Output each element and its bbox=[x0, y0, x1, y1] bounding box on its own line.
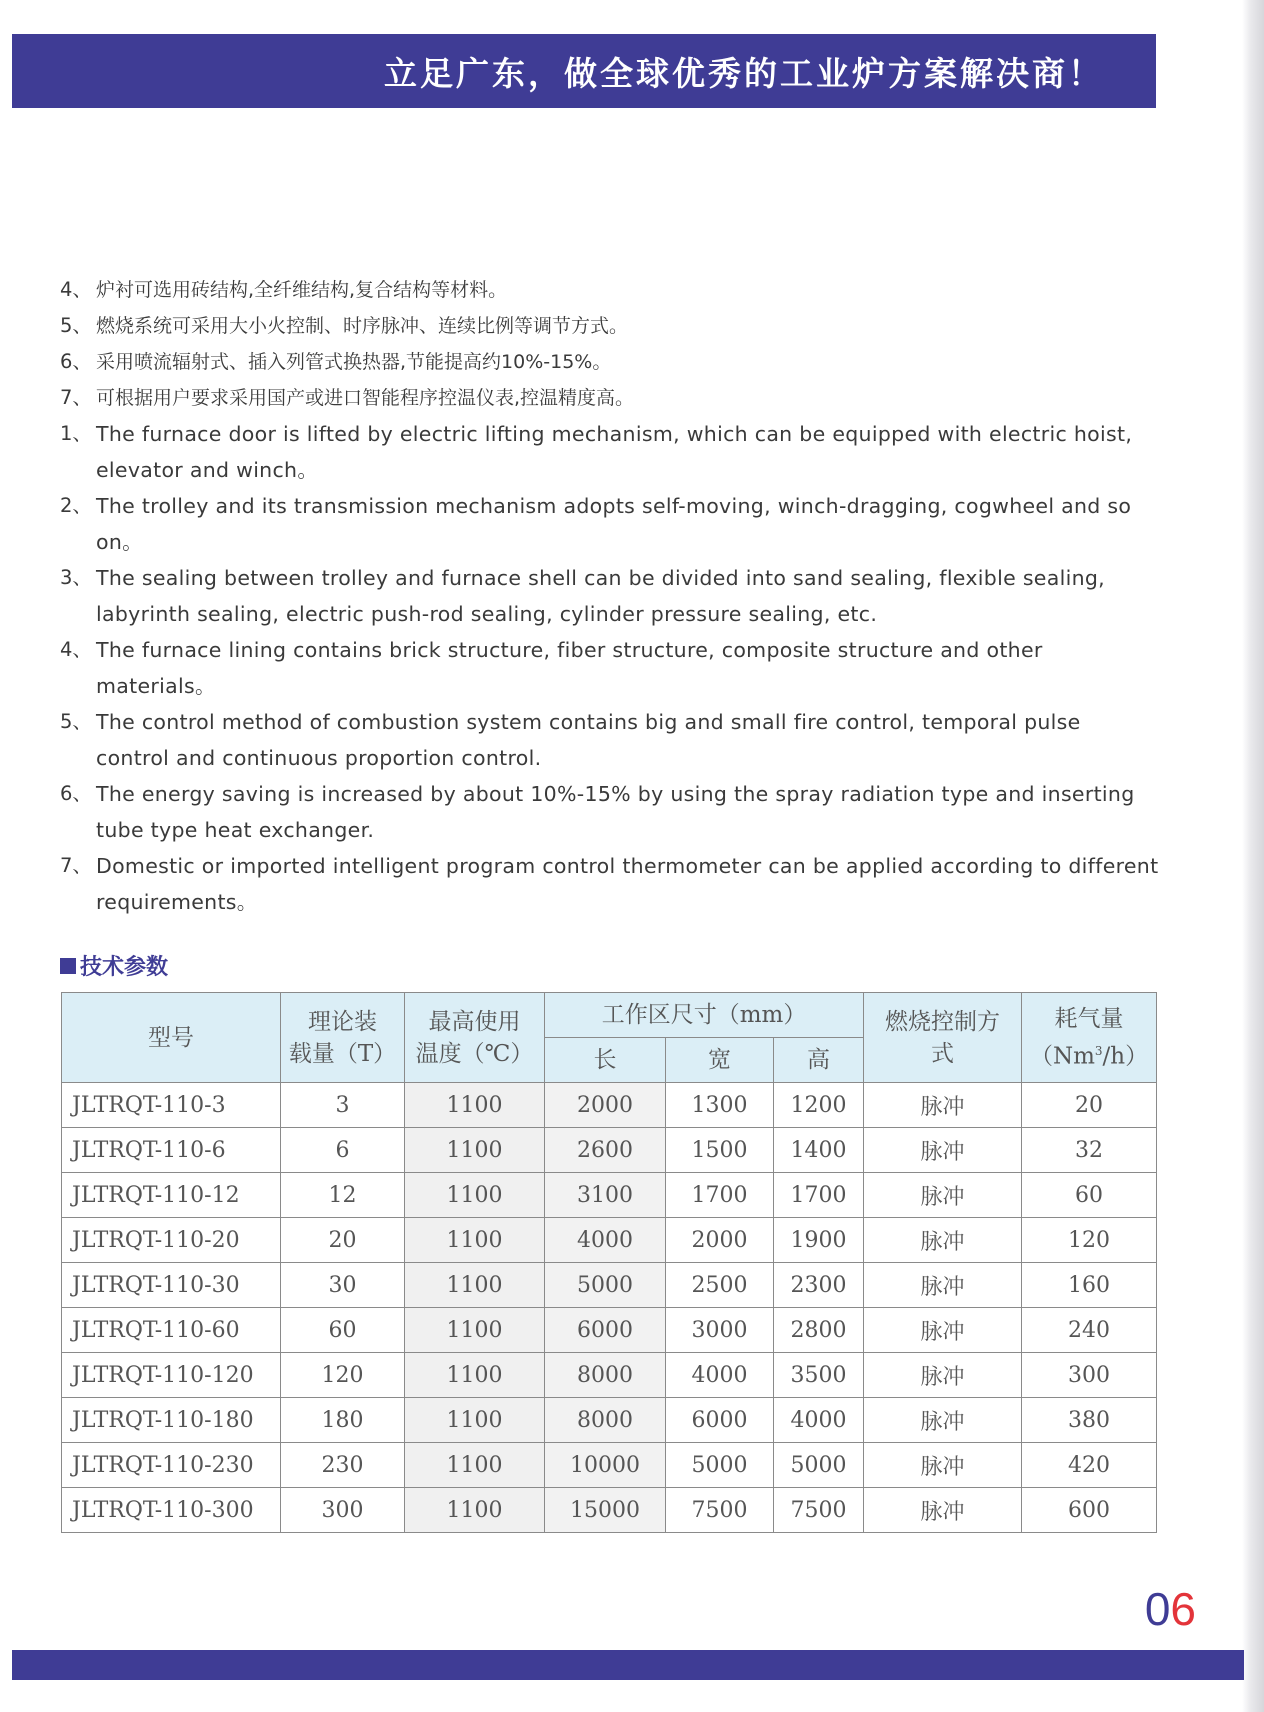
cell-load: 12 bbox=[281, 1173, 405, 1218]
feature-zh-item bbox=[60, 344, 1160, 380]
header-load-line2: 载量（T） bbox=[288, 1040, 397, 1067]
cell-control: 脉冲 bbox=[864, 1398, 1022, 1443]
table-row bbox=[62, 1398, 1157, 1443]
cell-width: 5000 bbox=[666, 1443, 774, 1488]
feature-en-item bbox=[60, 704, 1160, 776]
section-title-text: 技术参数 bbox=[80, 955, 169, 980]
header-length: 长 bbox=[545, 1038, 666, 1083]
cell-width: 6000 bbox=[666, 1398, 774, 1443]
page-edge-shadow bbox=[1242, 0, 1264, 1712]
cell-control: 脉冲 bbox=[864, 1488, 1022, 1533]
cell-temp: 1100 bbox=[405, 1263, 545, 1308]
cell-gas: 32 bbox=[1022, 1128, 1157, 1173]
cell-model: JLTRQT-110-300 bbox=[62, 1488, 281, 1533]
cell-control: 脉冲 bbox=[864, 1263, 1022, 1308]
cell-gas: 380 bbox=[1022, 1398, 1157, 1443]
feature-text: 采用喷流辐射式、插入列管式换热器,节能提高约10%-15%。 bbox=[96, 351, 612, 373]
cell-load: 230 bbox=[281, 1443, 405, 1488]
header-gas bbox=[1022, 993, 1157, 1083]
table-row bbox=[62, 1218, 1157, 1263]
cell-model: JLTRQT-110-3 bbox=[62, 1083, 281, 1128]
feature-number: 7、 bbox=[60, 854, 92, 877]
header-gas-unit-sup: 3 bbox=[1094, 1043, 1103, 1058]
cell-length: 15000 bbox=[545, 1488, 666, 1533]
feature-text: The sealing between trolley and furnace shell can be divided into sand sealing, flexible sealing, labyrinth sealing, electric push-rod sealing, cylinder pressure sealing, etc. bbox=[96, 566, 1105, 626]
cell-width: 2500 bbox=[666, 1263, 774, 1308]
cell-load: 60 bbox=[281, 1308, 405, 1353]
cell-length: 5000 bbox=[545, 1263, 666, 1308]
cell-model: JLTRQT-110-230 bbox=[62, 1443, 281, 1488]
header-temp-line2: 温度（℃） bbox=[415, 1040, 534, 1067]
cell-height: 2800 bbox=[774, 1308, 864, 1353]
cell-length: 10000 bbox=[545, 1443, 666, 1488]
header-load bbox=[281, 993, 405, 1083]
cell-height: 1900 bbox=[774, 1218, 864, 1263]
cell-control: 脉冲 bbox=[864, 1308, 1022, 1353]
header-model: 型号 bbox=[62, 993, 281, 1083]
spec-table bbox=[61, 992, 1157, 1533]
header-gas-unit bbox=[1022, 1035, 1156, 1073]
cell-length: 4000 bbox=[545, 1218, 666, 1263]
feature-zh-item bbox=[60, 272, 1160, 308]
cell-load: 180 bbox=[281, 1398, 405, 1443]
cell-model: JLTRQT-110-120 bbox=[62, 1353, 281, 1398]
feature-en-item bbox=[60, 776, 1160, 848]
cell-height: 1400 bbox=[774, 1128, 864, 1173]
header-control bbox=[864, 993, 1022, 1083]
feature-number: 4、 bbox=[60, 278, 92, 301]
cell-length: 8000 bbox=[545, 1398, 666, 1443]
cell-control: 脉冲 bbox=[864, 1173, 1022, 1218]
cell-control: 脉冲 bbox=[864, 1353, 1022, 1398]
cell-load: 300 bbox=[281, 1488, 405, 1533]
cell-gas: 120 bbox=[1022, 1218, 1157, 1263]
feature-text: The trolley and its transmission mechanism adopts self-moving, winch-dragging, cogwheel and so on。 bbox=[96, 494, 1132, 554]
cell-length: 2000 bbox=[545, 1083, 666, 1128]
header-control-line2: 式 bbox=[931, 1040, 955, 1067]
cell-height: 2300 bbox=[774, 1263, 864, 1308]
cell-gas: 60 bbox=[1022, 1173, 1157, 1218]
footer-bar bbox=[12, 1650, 1244, 1680]
cell-gas: 420 bbox=[1022, 1443, 1157, 1488]
cell-gas: 600 bbox=[1022, 1488, 1157, 1533]
header-gas-unit-suffix: /h） bbox=[1102, 1043, 1149, 1070]
header-work-zone: 工作区尺寸（mm） bbox=[545, 993, 864, 1038]
cell-height: 1700 bbox=[774, 1173, 864, 1218]
cell-length: 2600 bbox=[545, 1128, 666, 1173]
cell-load: 20 bbox=[281, 1218, 405, 1263]
cell-height: 5000 bbox=[774, 1443, 864, 1488]
feature-text: The furnace lining contains brick structure, fiber structure, composite structure and other materials。 bbox=[96, 638, 1043, 698]
header-control-line1: 燃烧控制方 bbox=[885, 1008, 1001, 1035]
feature-text: The furnace door is lifted by electric lifting mechanism, which can be equipped with electric hoist, elevator and winch。 bbox=[96, 422, 1133, 482]
header-title: 立足广东，做全球优秀的工业炉方案解决商！ bbox=[384, 53, 1104, 93]
cell-control: 脉冲 bbox=[864, 1443, 1022, 1488]
page-number-digit-2: 6 bbox=[1170, 1583, 1196, 1635]
cell-temp: 1100 bbox=[405, 1128, 545, 1173]
header-width: 宽 bbox=[666, 1038, 774, 1083]
cell-width: 1500 bbox=[666, 1128, 774, 1173]
header-load-line1: 理论装 bbox=[308, 1008, 377, 1035]
table-row bbox=[62, 1128, 1157, 1173]
cell-temp: 1100 bbox=[405, 1353, 545, 1398]
feature-number: 1、 bbox=[60, 422, 92, 445]
cell-temp: 1100 bbox=[405, 1308, 545, 1353]
cell-temp: 1100 bbox=[405, 1173, 545, 1218]
feature-number: 5、 bbox=[60, 710, 92, 733]
cell-model: JLTRQT-110-60 bbox=[62, 1308, 281, 1353]
cell-gas: 20 bbox=[1022, 1083, 1157, 1128]
cell-model: JLTRQT-110-12 bbox=[62, 1173, 281, 1218]
cell-load: 6 bbox=[281, 1128, 405, 1173]
cell-model: JLTRQT-110-180 bbox=[62, 1398, 281, 1443]
cell-height: 1200 bbox=[774, 1083, 864, 1128]
cell-width: 2000 bbox=[666, 1218, 774, 1263]
feature-text: 燃烧系统可采用大小火控制、时序脉冲、连续比例等调节方式。 bbox=[96, 315, 629, 337]
square-bullet-icon bbox=[60, 958, 76, 974]
cell-temp: 1100 bbox=[405, 1083, 545, 1128]
cell-temp: 1100 bbox=[405, 1488, 545, 1533]
cell-load: 30 bbox=[281, 1263, 405, 1308]
cell-gas: 240 bbox=[1022, 1308, 1157, 1353]
cell-control: 脉冲 bbox=[864, 1083, 1022, 1128]
header-height: 高 bbox=[774, 1038, 864, 1083]
header-gas-unit-prefix: （Nm bbox=[1029, 1043, 1095, 1070]
feature-number: 3、 bbox=[60, 566, 92, 589]
feature-number: 7、 bbox=[60, 386, 92, 409]
cell-width: 1300 bbox=[666, 1083, 774, 1128]
feature-text: 炉衬可选用砖结构,全纤维结构,复合结构等材料。 bbox=[96, 279, 508, 301]
page-number bbox=[1145, 1582, 1196, 1636]
feature-text: The energy saving is increased by about 10%-15% by using the spray radiation type and inserting tube type heat exchanger. bbox=[96, 782, 1135, 842]
feature-en-item bbox=[60, 632, 1160, 704]
header-temp-line1: 最高使用 bbox=[428, 1008, 521, 1035]
cell-width: 3000 bbox=[666, 1308, 774, 1353]
feature-text: 可根据用户要求采用国产或进口智能程序控温仪表,控温精度高。 bbox=[96, 387, 635, 409]
table-row bbox=[62, 1083, 1157, 1128]
cell-model: JLTRQT-110-20 bbox=[62, 1218, 281, 1263]
feature-number: 5、 bbox=[60, 314, 92, 337]
cell-height: 7500 bbox=[774, 1488, 864, 1533]
cell-length: 3100 bbox=[545, 1173, 666, 1218]
table-header-row bbox=[62, 993, 1157, 1038]
cell-height: 4000 bbox=[774, 1398, 864, 1443]
cell-length: 6000 bbox=[545, 1308, 666, 1353]
feature-text: Domestic or imported intelligent program control thermometer can be applied according to different requirements。 bbox=[96, 854, 1159, 914]
feature-number: 4、 bbox=[60, 638, 92, 661]
header-temp bbox=[405, 993, 545, 1083]
cell-width: 7500 bbox=[666, 1488, 774, 1533]
feature-number: 6、 bbox=[60, 782, 92, 805]
cell-temp: 1100 bbox=[405, 1443, 545, 1488]
feature-en-item bbox=[60, 488, 1160, 560]
cell-load: 120 bbox=[281, 1353, 405, 1398]
section-title bbox=[60, 950, 168, 981]
cell-width: 1700 bbox=[666, 1173, 774, 1218]
feature-text: The control method of combustion system contains big and small fire control, temporal pulse control and continuous proportion control. bbox=[96, 710, 1081, 770]
cell-control: 脉冲 bbox=[864, 1128, 1022, 1173]
feature-zh-item bbox=[60, 380, 1160, 416]
feature-en-item bbox=[60, 416, 1160, 488]
cell-width: 4000 bbox=[666, 1353, 774, 1398]
table-row bbox=[62, 1353, 1157, 1398]
feature-zh-item bbox=[60, 308, 1160, 344]
feature-number: 2、 bbox=[60, 494, 92, 517]
table-row bbox=[62, 1263, 1157, 1308]
page-number-digit-1: 0 bbox=[1144, 1583, 1171, 1635]
cell-temp: 1100 bbox=[405, 1218, 545, 1263]
cell-load: 3 bbox=[281, 1083, 405, 1128]
header-banner bbox=[12, 34, 1156, 108]
cell-length: 8000 bbox=[545, 1353, 666, 1398]
feature-en-item bbox=[60, 560, 1160, 632]
feature-en-item bbox=[60, 848, 1160, 920]
cell-gas: 160 bbox=[1022, 1263, 1157, 1308]
feature-number: 6、 bbox=[60, 350, 92, 373]
cell-model: JLTRQT-110-30 bbox=[62, 1263, 281, 1308]
table-row bbox=[62, 1443, 1157, 1488]
table-row bbox=[62, 1308, 1157, 1353]
cell-temp: 1100 bbox=[405, 1398, 545, 1443]
table-row bbox=[62, 1488, 1157, 1533]
cell-model: JLTRQT-110-6 bbox=[62, 1128, 281, 1173]
cell-height: 3500 bbox=[774, 1353, 864, 1398]
header-gas-line1: 耗气量 bbox=[1054, 1005, 1124, 1032]
table-row bbox=[62, 1173, 1157, 1218]
cell-gas: 300 bbox=[1022, 1353, 1157, 1398]
cell-control: 脉冲 bbox=[864, 1218, 1022, 1263]
features-list bbox=[60, 272, 1160, 920]
